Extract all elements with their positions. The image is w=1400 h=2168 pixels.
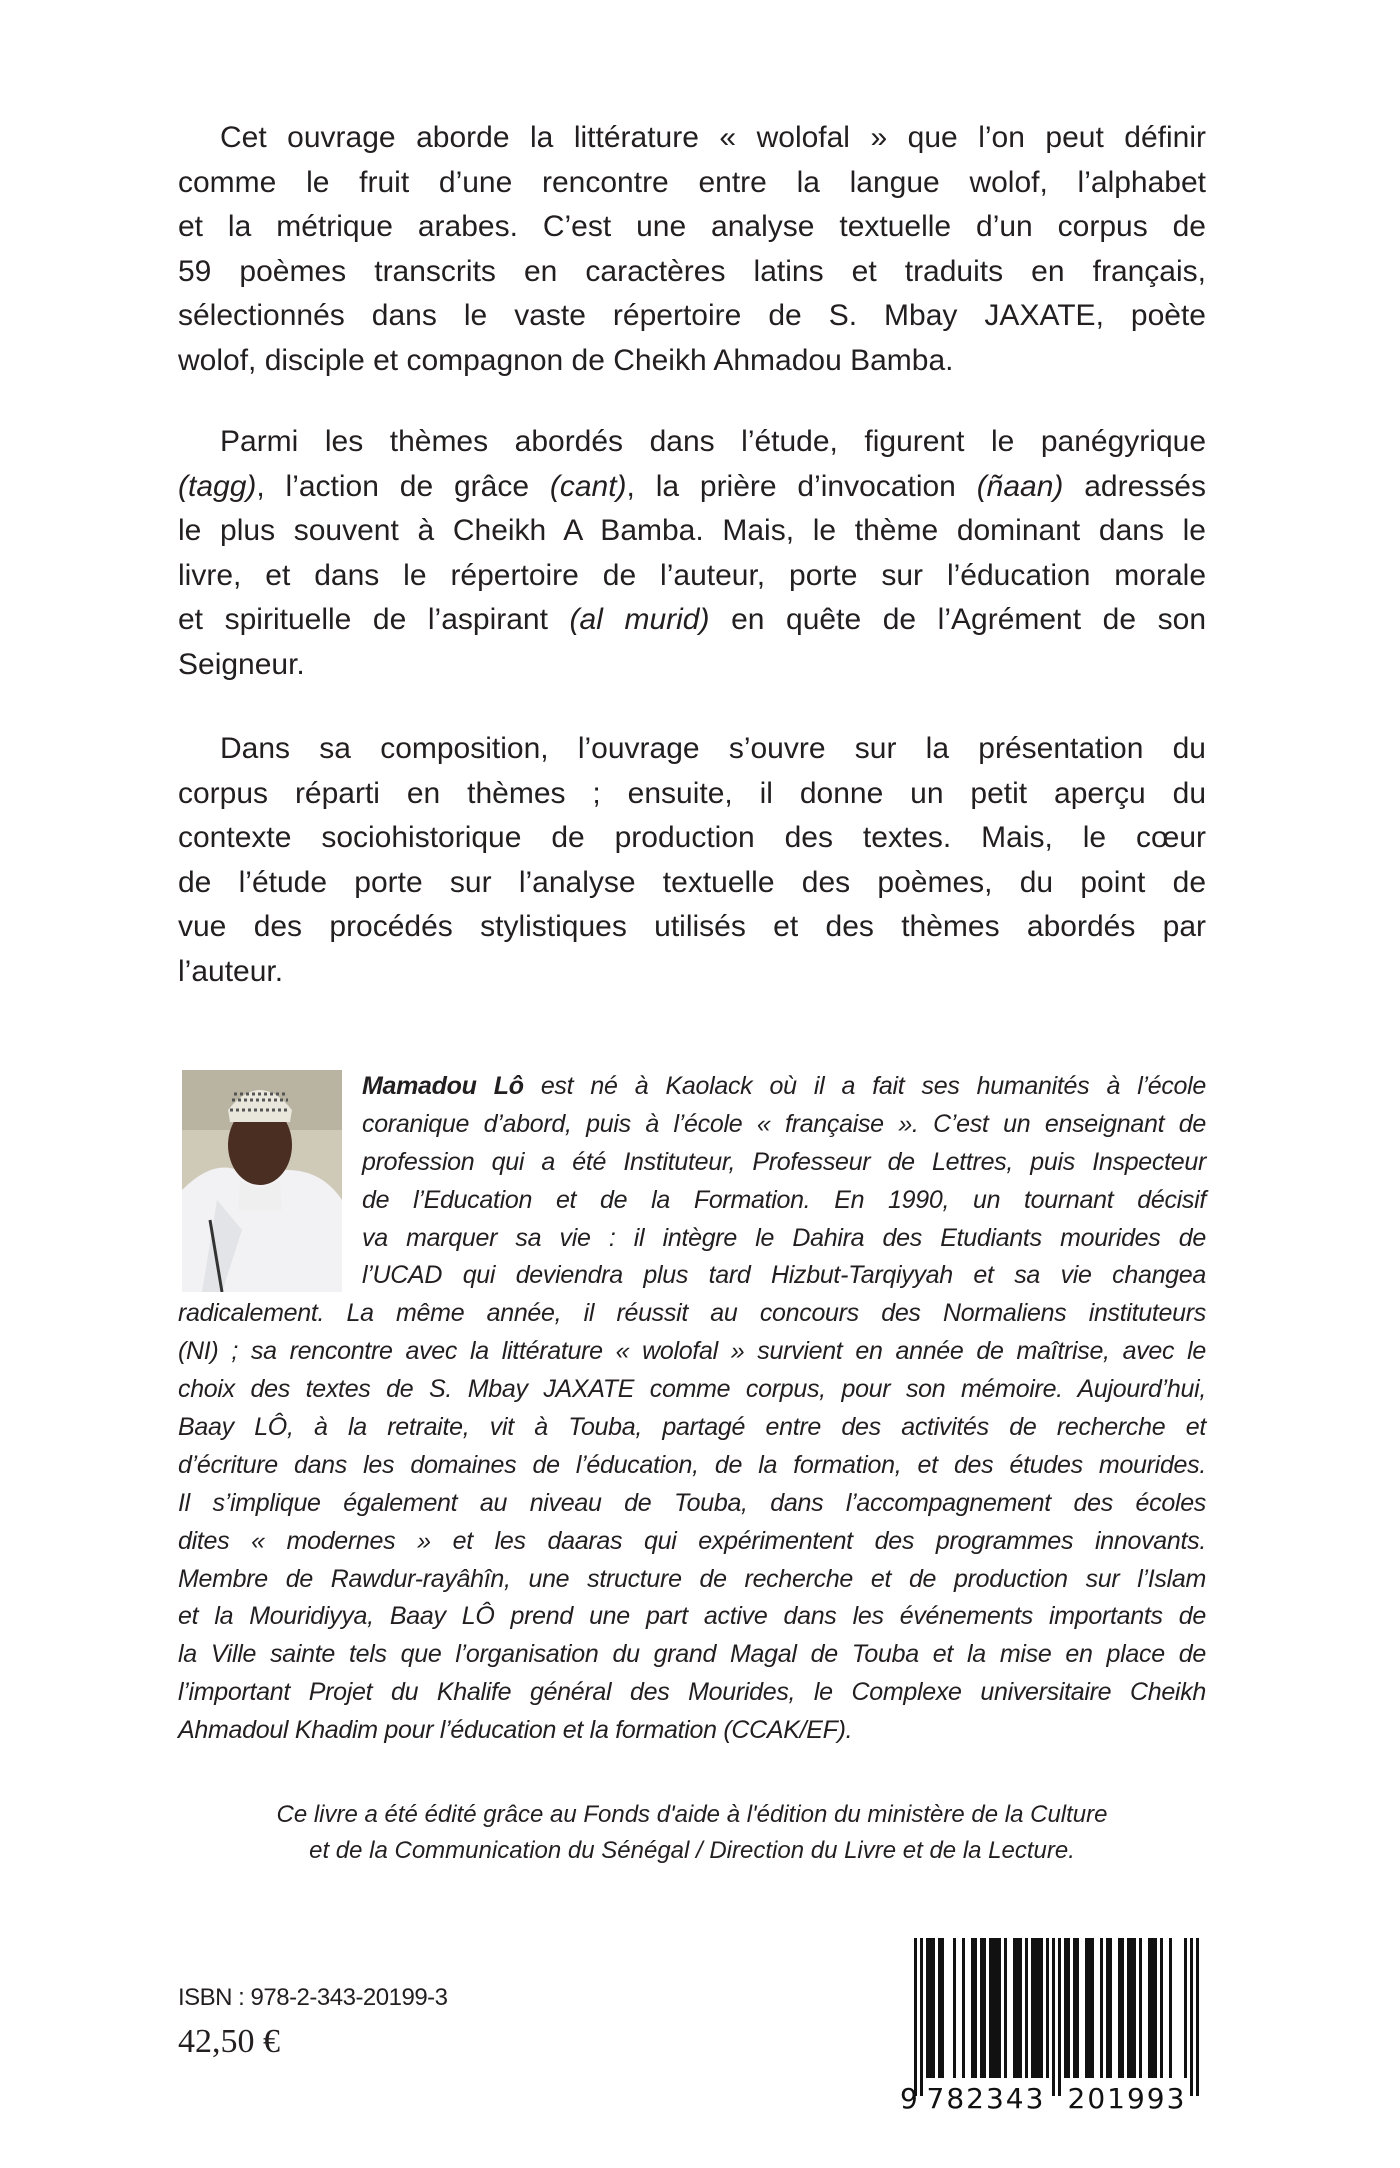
text-line [178, 1485, 1206, 1523]
text-segment: dites « modernes » et les daaras qui expérimentent des programmes innovants. [178, 1526, 1206, 1555]
text-segment: 59 poèmes transcrits en caractères latins et traduits en français, [178, 254, 1206, 288]
text-segment: Seigneur. [178, 647, 305, 681]
text-segment: Dans sa composition, l’ouvrage s’ouvre sur la présentation du [220, 732, 1206, 765]
barcode-bar [1073, 1938, 1076, 2078]
text-line [178, 1523, 1206, 1561]
text-segment: est né à Kaolack où il a fait ses humanités à l’école [523, 1072, 1206, 1100]
text-segment: coranique d’abord, puis à l’école « française ». C’est un enseignant de [362, 1109, 1206, 1138]
barcode-bar [1130, 1938, 1133, 2078]
barcode-bar [1064, 1938, 1067, 2078]
barcode-digits: 9 [900, 2082, 918, 2115]
barcode-bar [1088, 1938, 1091, 2078]
barcode-bar [926, 1938, 929, 2078]
barcode-bar [929, 1938, 932, 2078]
text-line [362, 1257, 1206, 1295]
text-line [362, 1220, 1206, 1258]
text-line [178, 465, 1206, 510]
text-line [178, 205, 1206, 250]
barcode-bar [1025, 1938, 1028, 2078]
barcode-digits: 201993 [1067, 2082, 1187, 2115]
text-line [178, 420, 1206, 465]
text-segment: l’important Projet du Khalife général des Mourides, le Complexe universitaire Cheikh [178, 1678, 1206, 1707]
barcode-bar [962, 1938, 965, 2078]
barcode-bar [1085, 1938, 1088, 2078]
text-segment: vue des procédés stylistiques utilisés et des thèmes abordés par [178, 910, 1206, 944]
barcode-bar [1127, 1938, 1130, 2078]
barcode-bar [953, 1938, 956, 2078]
text-segment: , la prière d’invocation [626, 469, 977, 503]
text-line [362, 1106, 1206, 1144]
text-line [178, 1712, 1206, 1750]
text-line [178, 1561, 1206, 1599]
text-segment: va marquer sa vie : il intègre le Dahira des Etudiants mourides de [362, 1223, 1206, 1252]
barcode-bar [1184, 1938, 1187, 2078]
barcode-bar [980, 1938, 983, 2078]
barcode-bar [1052, 1938, 1055, 2096]
credit-line-2: et de la Communication du Sénégal / Direction du Livre et de la Lecture. [309, 1837, 1075, 1864]
text-line [362, 1068, 1206, 1106]
text-segment: comme le fruit d’une rencontre entre la langue wolof, l’alphabet [178, 165, 1206, 199]
text-segment: profession qui a été Instituteur, Professeur de Lettres, puis Inspecteur [362, 1147, 1206, 1176]
text-segment: de l’Education et de la Formation. En 1990, un tournant décisif [362, 1185, 1206, 1214]
barcode-bar [1040, 1938, 1043, 2078]
text-segment: et la métrique arabes. C’est une analyse textuelle d’un corpus de [178, 210, 1206, 244]
barcode-bar [1139, 1938, 1142, 2078]
barcode-bar [1118, 1938, 1121, 2078]
text-segment: sélectionnés dans le vaste répertoire de S. Mbay JAXATE, poète [178, 299, 1206, 333]
barcode-bar [1034, 1938, 1037, 2078]
barcode-bar [1100, 1938, 1103, 2078]
barcode-bar [1190, 1938, 1193, 2096]
italic-term: (cant) [549, 469, 627, 503]
text-segment: l’auteur. [178, 954, 284, 988]
barcode-bar [1160, 1938, 1163, 2078]
barcode-bar [1031, 1938, 1034, 2078]
text-line [178, 116, 1206, 161]
text-segment: le plus souvent à Cheikh A Bamba. Mais, le thème dominant dans le [178, 514, 1206, 548]
barcode-bar [1076, 1938, 1079, 2078]
summary-paragraph-1 [178, 116, 1206, 384]
text-segment: Baay LÔ, à la retraite, vit à Touba, partagé entre des activités de recherche et [178, 1413, 1206, 1442]
barcode-bar [1121, 1938, 1124, 2078]
barcode-bar [1151, 1938, 1154, 2078]
author-biography [178, 1068, 1206, 1750]
barcode-bar [1169, 1938, 1172, 2078]
text-segment: , l’action de grâce [256, 469, 550, 503]
barcode-bar [914, 1938, 917, 2096]
text-line [178, 1371, 1206, 1409]
text-line [178, 1636, 1206, 1674]
text-segment: adressés [1063, 469, 1206, 503]
text-segment: radicalement. La même année, il réussit au concours des Normaliens instituteurs [178, 1299, 1206, 1328]
barcode-bar [992, 1938, 995, 2078]
text-segment: livre, et dans le répertoire de l’auteur, porte sur l’éducation morale [178, 558, 1206, 592]
text-segment: corpus réparti en thèmes ; ensuite, il donne un petit aperçu du [178, 776, 1206, 810]
barcode-bar [1004, 1938, 1007, 2078]
text-line [178, 816, 1206, 861]
text-line [178, 161, 1206, 206]
credit-line-1: Ce livre a été édité grâce au Fonds d'aide à l'édition du ministère de la Culture [276, 1801, 1108, 1828]
text-line [362, 1182, 1206, 1220]
barcode-bar [995, 1938, 998, 2078]
barcode-bar [983, 1938, 986, 2078]
barcode-bar [1106, 1938, 1109, 2078]
barcode-bar [1037, 1938, 1040, 2078]
text-segment: Il s’implique également au niveau de Touba, dans l’accompagnement des écoles [178, 1488, 1206, 1517]
summary-paragraph-3 [178, 727, 1206, 995]
text-segment: l’UCAD qui deviendra plus tard Hizbut-Tarqiyyah et sa vie changea [362, 1261, 1206, 1290]
text-line [178, 905, 1206, 950]
text-line [178, 1598, 1206, 1636]
barcode [900, 1936, 1210, 2116]
barcode-bar [1091, 1938, 1094, 2078]
barcode-bar [1196, 1938, 1199, 2096]
text-line [178, 950, 1206, 995]
text-segment: la Ville sainte tels que l’organisation du grand Magal de Touba et la mise en place de [178, 1640, 1206, 1669]
text-line [178, 554, 1206, 599]
text-segment: (NI) ; sa rencontre avec la littérature « wolofal » survient en année de maîtrise, avec le [178, 1337, 1206, 1366]
text-line [178, 643, 1206, 688]
text-line [178, 250, 1206, 295]
text-line [178, 1447, 1206, 1485]
barcode-bar [1058, 1938, 1061, 2096]
text-segment: choix des textes de S. Mbay JAXATE comme corpus, pour son mémoire. Aujourd’hui, [178, 1375, 1206, 1404]
barcode-digits: 782343 [926, 2082, 1046, 2115]
barcode-bar [1067, 1938, 1070, 2078]
barcode-bar [989, 1938, 992, 2078]
barcode-bar [1046, 1938, 1049, 2078]
barcode-bar [938, 1938, 941, 2078]
text-line [178, 1333, 1206, 1371]
italic-term: (al murid) [569, 603, 710, 637]
barcode-bar [1109, 1938, 1112, 2078]
text-line [178, 339, 1206, 384]
barcode-bar [974, 1938, 977, 2078]
text-line [178, 861, 1206, 906]
summary-paragraph-2 [178, 420, 1206, 688]
text-line [362, 1144, 1206, 1182]
text-segment: et spirituelle de l’aspirant [178, 603, 570, 637]
italic-term: (ñaan) [976, 469, 1064, 503]
author-name: Mamadou Lô [362, 1072, 524, 1100]
text-line [178, 1295, 1206, 1333]
text-segment: Parmi les thèmes abordés dans l’étude, figurent le panégyrique [220, 425, 1206, 458]
barcode-bar [932, 1938, 935, 2078]
barcode-bar [1133, 1938, 1136, 2078]
text-segment: d’écriture dans les domaines de l’éducation, de la formation, et des études mourides. [178, 1450, 1206, 1479]
text-segment: Cet ouvrage aborde la littérature « wolofal » que l’on peut définir [220, 121, 1206, 154]
barcode-bar [998, 1938, 1001, 2078]
publication-credit [178, 1797, 1206, 1869]
text-segment: et la Mouridiyya, Baay LÔ prend une part active dans les événements importants de [178, 1602, 1206, 1631]
barcode-bar [1013, 1938, 1016, 2078]
barcode-bar [971, 1938, 974, 2078]
text-line [178, 727, 1206, 772]
text-segment: Ahmadoul Khadim pour l’éducation et la formation (CCAK/EF). [178, 1716, 853, 1745]
barcode-bar [920, 1938, 923, 2096]
isbn: ISBN : 978-2-343-20199-3 [178, 1984, 448, 2011]
text-line [178, 509, 1206, 554]
text-segment: de l’étude porte sur l’analyse textuelle des poèmes, du point de [178, 865, 1206, 899]
text-line [178, 598, 1206, 643]
text-segment: contexte sociohistorique de production des textes. Mais, le cœur [178, 821, 1206, 855]
text-segment: wolof, disciple et compagnon de Cheikh Ahmadou Bamba. [178, 343, 954, 377]
text-line [178, 772, 1206, 817]
italic-term: (tagg) [178, 469, 257, 503]
text-segment: Membre de Rawdur-rayâhîn, une structure de recherche et de production sur l’Islam [178, 1564, 1206, 1593]
price: 42,50 € [178, 2023, 280, 2060]
barcode-bar [941, 1938, 944, 2078]
barcode-bar [1148, 1938, 1151, 2078]
barcode-bar [1016, 1938, 1019, 2078]
barcode-bar [1019, 1938, 1022, 2078]
text-line [178, 1674, 1206, 1712]
barcode-bar [1154, 1938, 1157, 2078]
text-segment: en quête de l’Agrément de son [709, 603, 1207, 637]
text-line [178, 1409, 1206, 1447]
text-line [178, 294, 1206, 339]
